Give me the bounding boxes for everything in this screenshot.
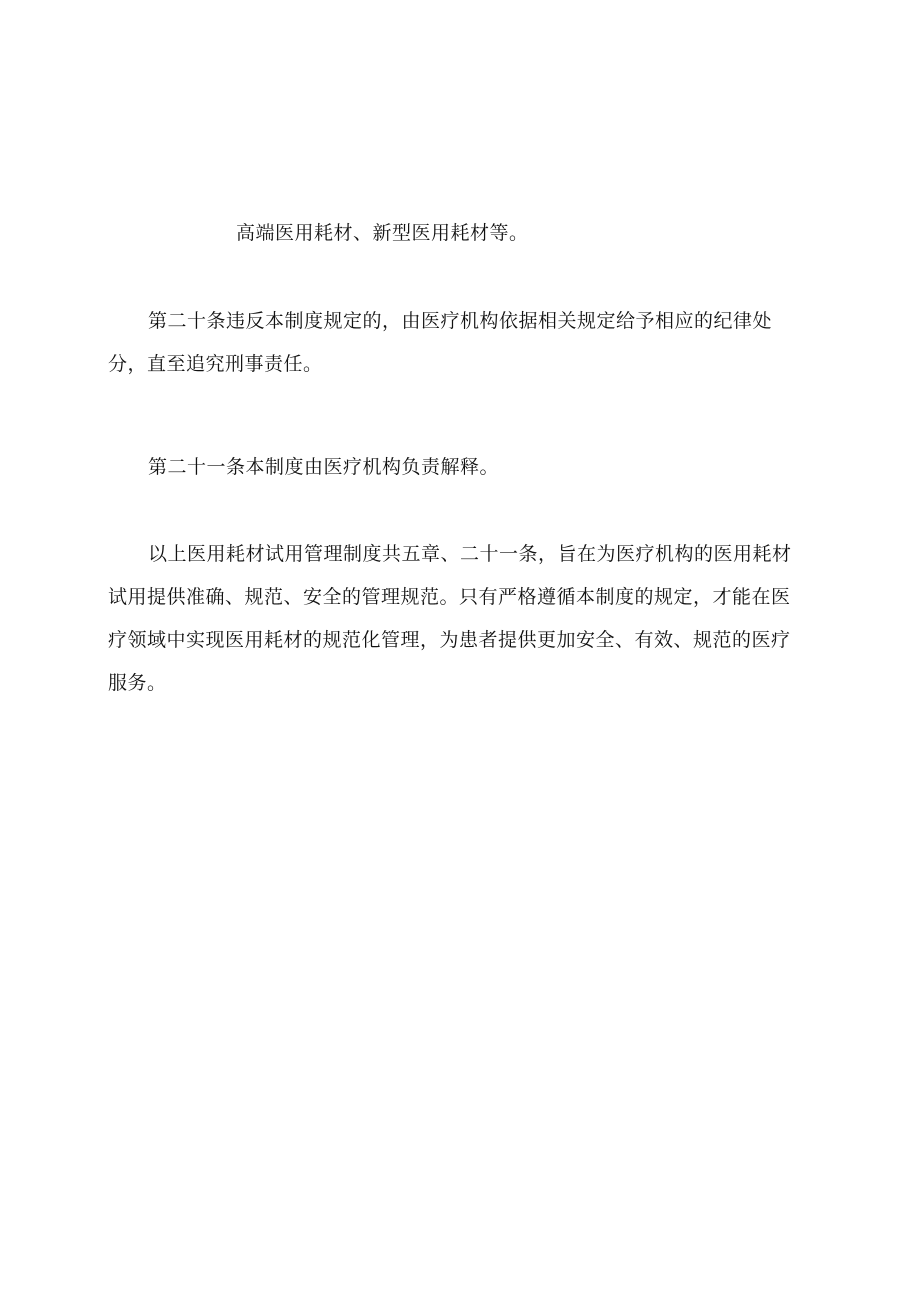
conclusion-paragraph [108, 533, 820, 705]
conclusion-line-4: 服务。 [108, 672, 167, 694]
conclusion-line-3: 疗领域中实现医用耗材的规范化管理，为患者提供更加安全、有效、规范的医疗 [108, 629, 791, 651]
article-20-line-1: 第二十条违反本制度规定的，由医疗机构依据相关规定给予相应的纪律处 [148, 310, 773, 332]
conclusion-line-2: 试用提供准确、规范、安全的管理规范。只有严格遵循本制度的规定，才能在医 [108, 586, 791, 608]
article-21-line-1: 第二十一条本制度由医疗机构负责解释。 [148, 456, 500, 478]
conclusion-line-1: 以上医用耗材试用管理制度共五章、二十一条，旨在为医疗机构的医用耗材 [148, 543, 792, 565]
article-20-paragraph [108, 300, 820, 386]
article-20-line-2: 分，直至追究刑事责任。 [108, 353, 323, 375]
article-21-paragraph [108, 446, 820, 489]
fragment-line: 高端医用耗材、新型医用耗材等。 [236, 222, 529, 244]
